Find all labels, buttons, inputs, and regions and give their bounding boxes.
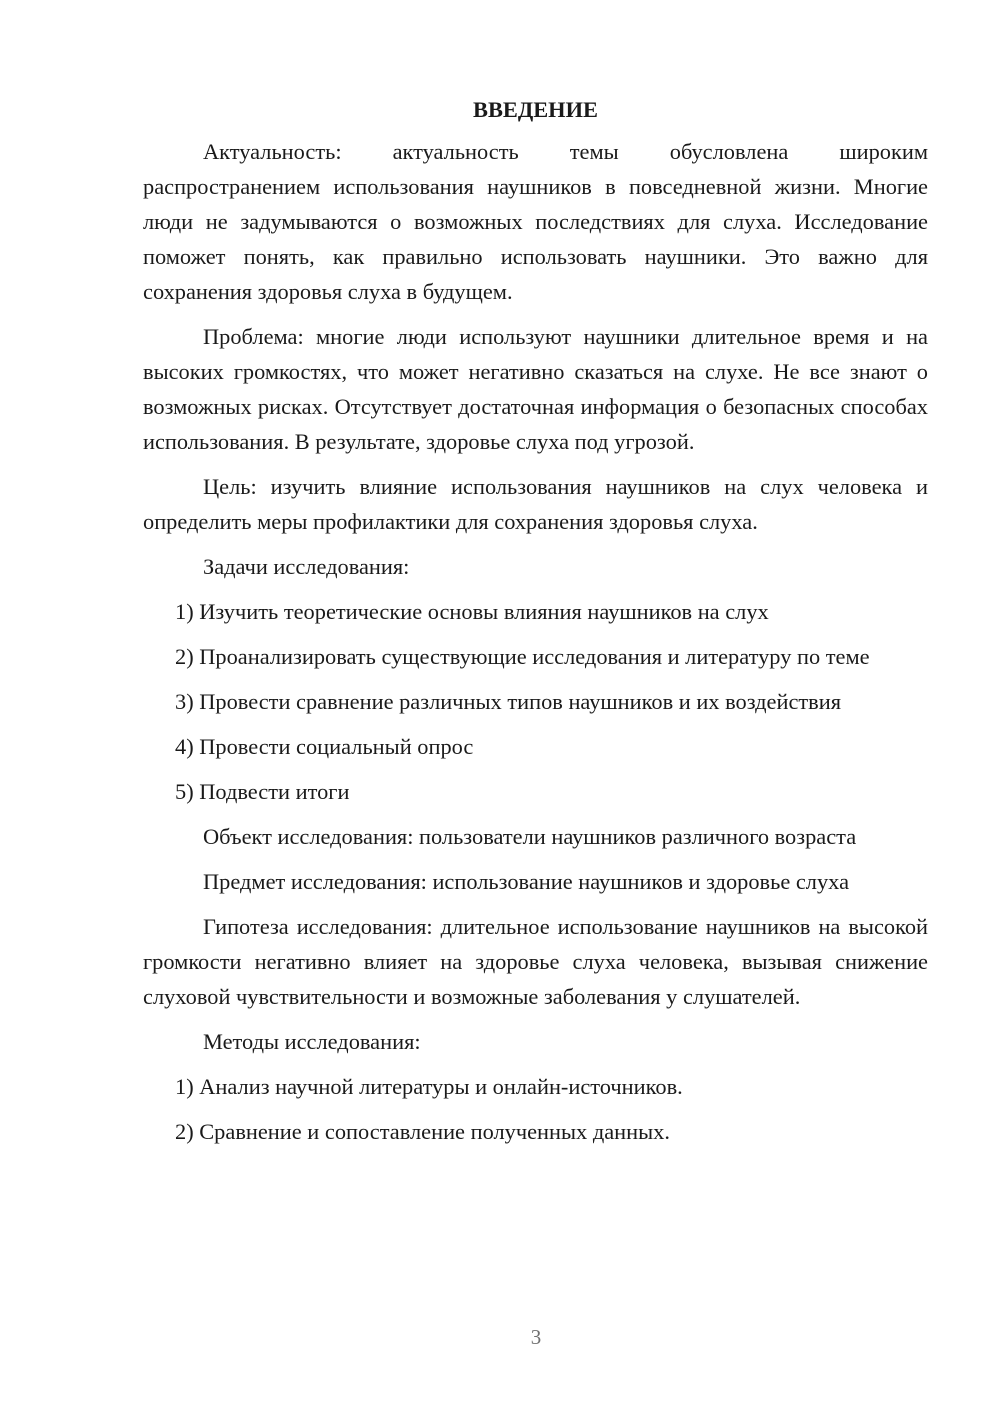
- paragraph-tasks-heading: Задачи исследования:: [203, 554, 410, 579]
- paragraph-hypothesis: Гипотеза исследования: длительное использование наушников на высокой громкости негативно влияет на здоровье слуха человека, вызывая снижение слуховой чувствительности и возможные заболевания у слушателей.: [143, 914, 928, 1009]
- paragraph-relevance: Актуальность: актуальность темы обусловлена широким распространением использования наушников в повседневной жизни. Многие люди не задумываются о возможных последствиях для слуха. Исследование поможет понять, как правильно использовать наушники. Это важно для сохранения здоровья слуха в будущем.: [143, 139, 928, 304]
- paragraph-object: Объект исследования: пользователи наушников различного возраста: [203, 824, 857, 849]
- page-number: 3: [530, 1325, 542, 1349]
- list-item-task-3: 3) Провести сравнение различных типов наушников и их воздействия: [175, 689, 842, 714]
- list-item-task-5: 5) Подвести итоги: [175, 779, 350, 804]
- paragraph-subject: Предмет исследования: использование наушников и здоровье слуха: [203, 869, 850, 894]
- paragraph-problem: Проблема: многие люди используют наушники длительное время и на высоких громкостях, что может негативно сказаться на слухе. Не все знают о возможных рисках. Отсутствует достаточная информация о безопасных способах использования. В результате, здоровье слуха под угрозой.: [143, 324, 928, 454]
- list-item-task-2: 2) Проанализировать существующие исследования и литературу по теме: [175, 644, 870, 669]
- document-page: [143, 92, 928, 1159]
- paragraph-methods-heading: Методы исследования:: [203, 1029, 421, 1054]
- document-body: [143, 134, 928, 1149]
- list-item-task-1: 1) Изучить теоретические основы влияния наушников на слух: [175, 599, 769, 624]
- paragraph-goal: Цель: изучить влияние использования наушников на слух человека и определить меры профилактики для сохранения здоровья слуха.: [143, 474, 928, 534]
- list-item-task-4: 4) Провести социальный опрос: [175, 734, 474, 759]
- section-title: ВВЕДЕНИЕ: [473, 97, 598, 122]
- list-item-method-2: 2) Сравнение и сопоставление полученных данных.: [175, 1119, 670, 1144]
- list-item-method-1: 1) Анализ научной литературы и онлайн-источников.: [175, 1074, 683, 1099]
